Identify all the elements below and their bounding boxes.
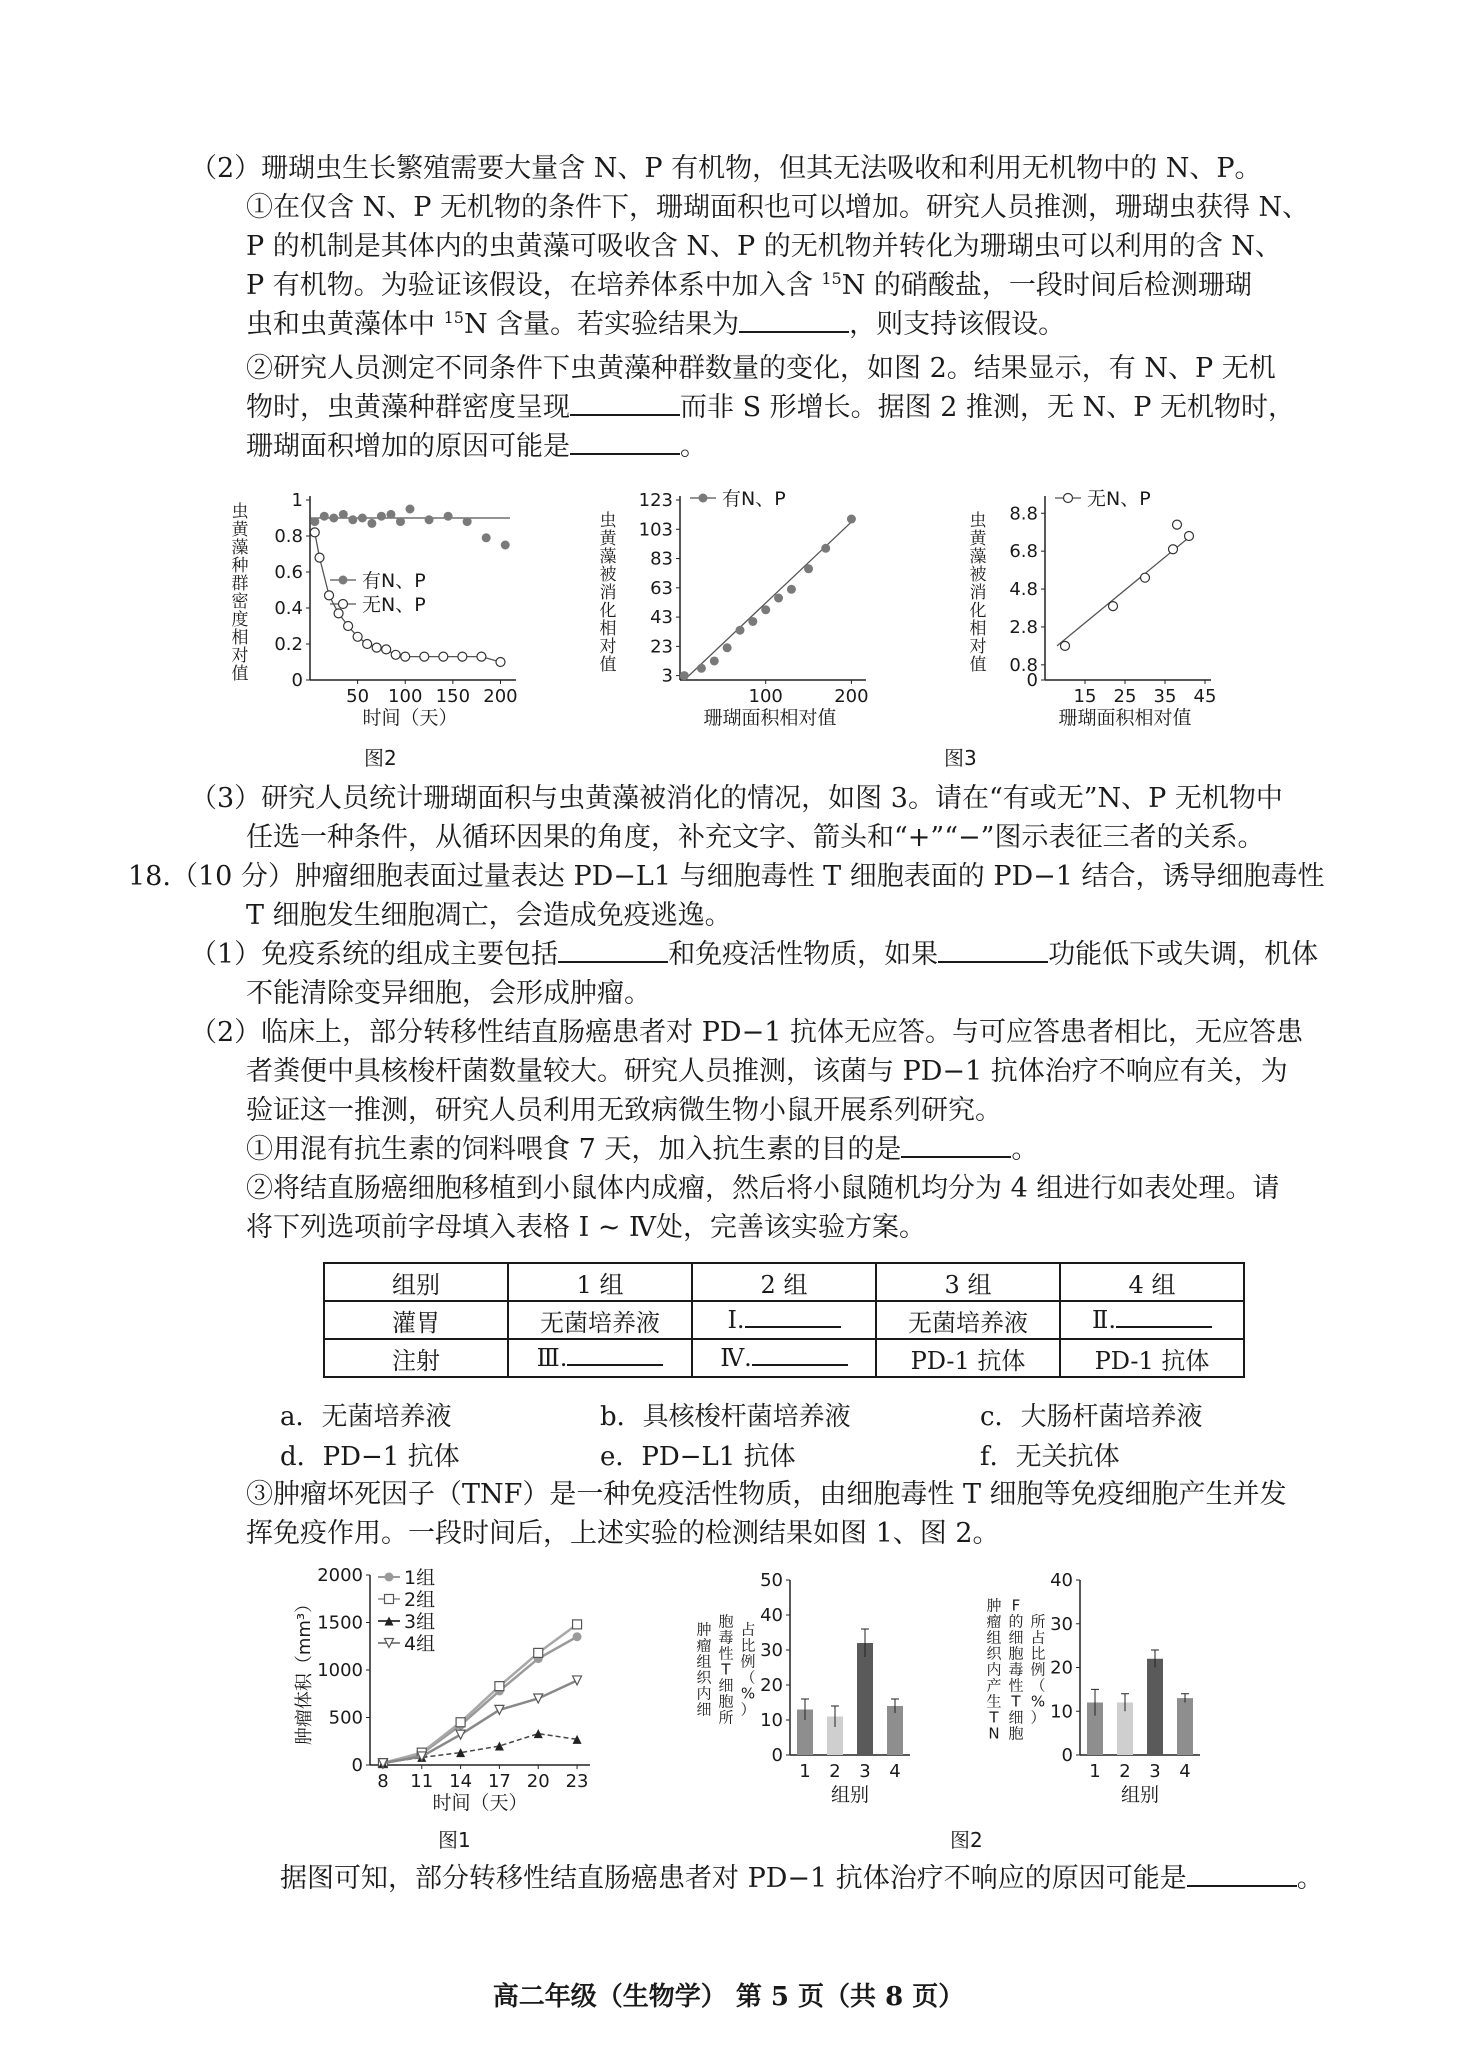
q18-p3a: ③肿瘤坏死因子（TNF）是一种免疫活性物质，由细胞毒性 T 细胞等免疫细胞产生并发 (246, 1479, 1287, 1510)
svg-text:虫: 虫 (599, 511, 617, 531)
data-point (439, 652, 448, 661)
table-cell: 2 组 (692, 1263, 876, 1301)
svg-text:被: 被 (599, 565, 617, 585)
data-point (358, 514, 367, 523)
svg-text:肿: 肿 (986, 1596, 1002, 1615)
data-point (748, 617, 757, 626)
svg-text:黄: 黄 (969, 529, 987, 549)
series-line (383, 1637, 577, 1763)
x-tick-label: 4 (1179, 1761, 1191, 1782)
answer-blank[interactable] (901, 1132, 1011, 1158)
answer-blank[interactable] (570, 429, 680, 455)
q17-p2-2b: 物时，虫黄藻种群密度呈现 而非 S 形增长。据图 2 推测，无 N、P 无机物时， (246, 392, 1295, 423)
option-c: c．大肠杆菌培养液 (980, 1402, 1203, 1432)
q18-p2e: ②将结直肠癌细胞移植到小鼠体内成瘤，然后将小鼠随机均分为 4 组进行如表处理。请 (246, 1173, 1280, 1204)
svg-text:对: 对 (599, 637, 617, 657)
y-tick-label: 0 (1061, 1745, 1073, 1766)
data-point (367, 519, 376, 528)
table-cell: 4 组 (1060, 1263, 1244, 1301)
table-cell: 灌胃 (324, 1301, 508, 1339)
svg-text:）: ） (740, 1700, 756, 1719)
svg-text:藻: 藻 (599, 547, 617, 567)
svg-text:（: （ (1030, 1676, 1046, 1695)
y-tick-label: 30 (760, 1640, 783, 1661)
data-point (821, 544, 830, 553)
legend-label: 2组 (404, 1589, 436, 1611)
answer-blank[interactable] (938, 937, 1048, 963)
y-tick-label: 1500 (317, 1612, 363, 1634)
svg-text:组: 组 (986, 1628, 1002, 1647)
y-tick-label: 123 (638, 490, 673, 511)
svg-text:例: 例 (740, 1652, 756, 1671)
svg-text:细: 细 (718, 1676, 734, 1695)
data-point (372, 643, 381, 652)
svg-text:（: （ (740, 1668, 756, 1687)
option-b: b．具核梭杆菌培养液 (600, 1402, 851, 1432)
chart-fig2-top (220, 480, 560, 750)
y-axis-label (1030, 1613, 1045, 1727)
data-point (680, 671, 689, 680)
y-tick-label: 1 (291, 490, 303, 511)
data-point (339, 510, 348, 519)
chart-fig2-bottom-right (980, 1565, 1230, 1815)
fig3-caption: 图3 (944, 746, 977, 770)
x-tick-label: 100 (748, 686, 783, 707)
y-tick-label: 30 (1050, 1613, 1073, 1635)
y-tick-label: 43 (650, 607, 673, 629)
option-e: e．PD−L1 抗体 (600, 1442, 796, 1472)
bar (1147, 1659, 1163, 1755)
x-axis-label: 珊瑚面积相对值 (703, 707, 837, 729)
svg-text:细: 细 (1008, 1708, 1024, 1727)
option-a: a．无菌培养液 (280, 1402, 452, 1432)
svg-text:的: 的 (1008, 1612, 1024, 1631)
data-point (1185, 532, 1194, 541)
table-row (324, 1339, 1244, 1377)
table-cell: PD-1 抗体 (876, 1339, 1060, 1377)
x-tick-label: 3 (859, 1761, 871, 1782)
option-f: f．无关抗体 (980, 1442, 1120, 1472)
bar (887, 1706, 903, 1755)
data-point (363, 640, 372, 649)
data-point (697, 664, 706, 673)
y-tick-label: 0.4 (274, 598, 303, 619)
svg-text:藻: 藻 (231, 538, 249, 558)
x-tick-label: 150 (435, 686, 471, 707)
table-cell-blank[interactable]: Ⅲ. (508, 1339, 692, 1377)
chart-fig1-bottom (290, 1555, 630, 1825)
x-tick-label: 200 (483, 686, 518, 707)
y-axis-label (740, 1621, 755, 1719)
svg-text:化: 化 (599, 601, 617, 621)
data-point (847, 515, 856, 524)
y-tick-label: 10 (760, 1710, 783, 1731)
legend-label: 无N、P (1087, 488, 1151, 510)
x-tick-label: 200 (834, 686, 869, 707)
experiment-table (323, 1262, 1245, 1378)
q18-p1b: 不能清除变异细胞，会形成肿瘤。 (246, 978, 651, 1009)
x-tick-label: 100 (388, 686, 423, 707)
data-point (344, 622, 353, 631)
legend-label: 无N、P (362, 594, 426, 616)
svg-text:组: 组 (696, 1652, 712, 1671)
data-point (401, 652, 410, 661)
y-tick-label: 0 (351, 1755, 363, 1776)
svg-text:消: 消 (969, 583, 987, 603)
x-tick-label: 45 (1193, 686, 1217, 707)
data-point (1141, 573, 1150, 582)
x-tick-label: 15 (1073, 686, 1097, 707)
x-tick-label: 23 (565, 1771, 589, 1792)
q18-p2f: 将下列选项前字母填入表格 Ⅰ ~ Ⅳ处，完善该实验方案。 (246, 1212, 927, 1243)
svg-text:比: 比 (1030, 1644, 1046, 1663)
data-point (1109, 602, 1118, 611)
table-row (324, 1263, 1244, 1301)
svg-text:相: 相 (599, 619, 617, 639)
page-footer: 高二年级（生物学） 第 5 页（共 8 页） (492, 1982, 965, 2012)
y-tick-label: 50 (760, 1570, 783, 1591)
svg-text:对: 对 (969, 637, 987, 657)
q17-p2-2a: ②研究人员测定不同条件下虫黄藻种群数量的变化，如图 2。结果显示，有 N、P 无机 (246, 353, 1276, 384)
legend-marker (385, 1595, 394, 1604)
svg-text:内: 内 (696, 1684, 712, 1703)
svg-text:消: 消 (599, 583, 617, 603)
y-axis-label (696, 1621, 712, 1719)
data-point (315, 553, 324, 562)
x-tick-label: 20 (526, 1771, 550, 1792)
svg-text:T: T (1011, 1692, 1021, 1711)
legend-marker (385, 1573, 394, 1582)
svg-text:种: 种 (231, 556, 249, 576)
legend-label: 有N、P (722, 488, 786, 510)
svg-text:瘤: 瘤 (986, 1612, 1002, 1631)
table-cell: PD-1 抗体 (1060, 1339, 1244, 1377)
svg-text:值: 值 (231, 664, 249, 684)
x-tick-label: 2 (829, 1761, 841, 1782)
data-point (1173, 520, 1182, 529)
svg-text:比: 比 (740, 1636, 756, 1655)
svg-text:所: 所 (718, 1708, 734, 1727)
q17-p2-1d: 虫和虫黄藻体中 $^{15}$N 含量。若实验结果为 ，则支持该假设。 (246, 308, 1066, 340)
y-tick-label: 8.8 (1009, 503, 1038, 525)
q17-p3b: 任选一种条件，从循环因果的角度，补充文字、箭头和“+”“−”图示表征三者的关系。 (246, 822, 1265, 853)
x-axis-label: 时间（天） (362, 707, 458, 729)
svg-text:内: 内 (986, 1660, 1002, 1679)
svg-text:值: 值 (969, 655, 987, 675)
chart-fig3-right (960, 480, 1260, 750)
y-tick-label: 63 (650, 577, 673, 599)
y-tick-label: 0 (291, 670, 303, 691)
svg-text:T: T (989, 1708, 999, 1727)
data-point (463, 517, 472, 526)
legend-marker (339, 600, 348, 609)
q18-p2d: ①用混有抗生素的饲料喂食 7 天，加入抗生素的目的是 。 (246, 1134, 1039, 1165)
data-point (477, 652, 486, 661)
legend-marker (1064, 494, 1073, 503)
svg-text:产: 产 (986, 1676, 1002, 1695)
svg-text:相: 相 (969, 619, 987, 639)
fig1-caption: 图1 (438, 1828, 471, 1852)
q17-p3a: （3）研究人员统计珊瑚面积与虫黄藻被消化的情况，如图 3。请在“有或无”N、P 无机物中 (190, 783, 1283, 814)
svg-text:F: F (1011, 1596, 1021, 1615)
table-cell-blank[interactable]: Ⅰ. (692, 1301, 876, 1339)
q18-p4: 据图可知，部分转移性结直肠癌患者对 PD−1 抗体治疗不响应的原因可能是 。 (280, 1863, 1324, 1894)
svg-text:性: 性 (718, 1644, 734, 1663)
svg-text:被: 被 (969, 565, 987, 585)
data-point (787, 585, 796, 594)
y-tick-label: 3 (661, 665, 673, 687)
y-tick-label: 0.2 (274, 634, 303, 655)
y-tick-label: 23 (650, 636, 673, 658)
data-point (396, 517, 405, 526)
data-point (804, 564, 813, 573)
data-point (425, 515, 434, 524)
svg-text:占: 占 (1030, 1628, 1046, 1647)
svg-text:黄: 黄 (599, 529, 617, 549)
fig2-caption: 图2 (364, 746, 397, 770)
y-tick-label: 20 (1050, 1657, 1073, 1679)
data-point (310, 528, 319, 537)
svg-text:虫: 虫 (231, 502, 249, 522)
x-tick-label: 11 (410, 1771, 434, 1792)
bar (857, 1643, 873, 1755)
svg-text:细: 细 (696, 1700, 712, 1719)
data-point (310, 517, 319, 526)
q18-p1a: （1）免疫系统的组成主要包括 和免疫活性物质，如果 功能低下或失调，机体 (190, 939, 1319, 970)
svg-text:%: % (740, 1684, 756, 1703)
table-row (324, 1301, 1244, 1339)
y-tick-label: 2000 (317, 1565, 363, 1586)
y-tick-label: 10 (1050, 1701, 1073, 1723)
y-axis-label (986, 1597, 1002, 1743)
y-tick-label: 500 (328, 1707, 363, 1729)
data-point (382, 645, 391, 654)
svg-text:占: 占 (740, 1620, 756, 1639)
x-tick-label: 4 (889, 1761, 901, 1782)
fig2b-caption: 图2 (950, 1828, 983, 1852)
data-point (386, 510, 395, 519)
svg-text:虫: 虫 (969, 511, 987, 531)
x-tick-label: 2 (1119, 1761, 1131, 1782)
y-tick-label: 6.8 (1009, 541, 1038, 563)
option-d: d．PD−1 抗体 (280, 1442, 460, 1472)
legend-label: 有N、P (362, 570, 426, 592)
data-point (534, 1648, 543, 1657)
svg-text:例: 例 (1030, 1660, 1046, 1679)
svg-text:群: 群 (231, 574, 249, 594)
q17-p2-1c: P 有机物。为验证该假设，在培养体系中加入含 $^{15}$N 的硝酸盐，一段时间后检测珊瑚 (246, 269, 1252, 301)
y-tick-label: 2.8 (1009, 616, 1038, 638)
answer-blank[interactable] (558, 937, 668, 963)
x-tick-label: 50 (346, 686, 370, 707)
chart-fig2-bottom-left (690, 1565, 940, 1815)
y-axis-label (232, 502, 250, 684)
svg-text:值: 值 (599, 655, 617, 675)
y-tick-label: 0 (1026, 670, 1038, 691)
data-point (573, 1620, 582, 1629)
x-axis-label: 组别 (830, 1784, 870, 1806)
data-point (329, 514, 338, 523)
svg-text:化: 化 (969, 601, 987, 621)
svg-text:所: 所 (1030, 1612, 1046, 1631)
q18-p2c: 验证这一推测，研究人员利用无致病微生物小鼠开展系列研究。 (246, 1095, 1002, 1126)
y-tick-label: 0.6 (274, 562, 303, 583)
table-cell-blank[interactable]: Ⅱ. (1060, 1301, 1244, 1339)
legend-label: 3组 (404, 1611, 436, 1633)
data-point (1169, 545, 1178, 554)
data-point (353, 632, 362, 641)
y-tick-label: 0 (771, 1745, 783, 1766)
x-tick-label: 1 (799, 1761, 811, 1782)
x-tick-label: 3 (1149, 1761, 1161, 1782)
svg-text:生: 生 (986, 1692, 1002, 1711)
y-axis-label (1008, 1597, 1023, 1743)
y-tick-label: 40 (1050, 1570, 1073, 1591)
x-tick-label: 17 (487, 1771, 511, 1792)
y-tick-label: 0.8 (1009, 654, 1038, 676)
data-point (482, 533, 491, 542)
svg-text:）: ） (1030, 1708, 1046, 1727)
q18-p2b: 者粪便中具核梭杆菌数量较大。研究人员推测，该菌与 PD−1 抗体治疗不响应有关，为 (246, 1056, 1288, 1087)
svg-text:T: T (721, 1660, 731, 1679)
data-point (391, 650, 400, 659)
data-point (774, 594, 783, 603)
table-cell: 1 组 (508, 1263, 692, 1301)
y-tick-label: 1000 (317, 1660, 363, 1681)
data-point (348, 515, 357, 524)
svg-text:瘤: 瘤 (696, 1636, 712, 1655)
data-point (456, 1718, 465, 1727)
data-point (573, 1676, 582, 1685)
y-axis-label (600, 511, 618, 675)
svg-text:胞: 胞 (718, 1612, 734, 1631)
svg-text:胞: 胞 (1008, 1644, 1024, 1663)
data-point (495, 1682, 504, 1691)
x-axis-label: 时间（天） (432, 1792, 528, 1814)
svg-text:N: N (988, 1724, 1000, 1743)
data-point (761, 605, 770, 614)
x-axis-label: 组别 (1120, 1784, 1160, 1806)
q17-p2-1b: P 的机制是其体内的虫黄藻可吸收含 N、P 的无机物并转化为珊瑚虫可以利用的含 N、 (246, 231, 1282, 262)
q17-p2-1a: ①在仅含 N、P 无机物的条件下，珊瑚面积也可以增加。研究人员推测，珊瑚虫获得 N、 (246, 192, 1310, 223)
svg-text:织: 织 (986, 1644, 1002, 1663)
x-tick-label: 1 (1089, 1761, 1101, 1782)
table-cell: 3 组 (876, 1263, 1060, 1301)
q18-head-b: T 细胞发生细胞凋亡，会造成免疫逃逸。 (246, 900, 732, 931)
table-cell: 组别 (324, 1263, 508, 1301)
svg-text:毒: 毒 (1008, 1660, 1024, 1679)
svg-text:%: % (1030, 1692, 1046, 1711)
svg-text:藻: 藻 (969, 547, 987, 567)
svg-text:度: 度 (231, 610, 249, 630)
series-line (383, 1680, 577, 1763)
y-tick-label: 103 (638, 519, 673, 541)
data-point (736, 626, 745, 635)
data-point (420, 652, 429, 661)
y-axis-label (718, 1613, 733, 1727)
answer-blank[interactable] (1187, 1861, 1297, 1887)
svg-text:性: 性 (1008, 1676, 1024, 1695)
y-axis-label (970, 511, 988, 675)
svg-text:黄: 黄 (231, 520, 249, 540)
y-tick-label: 0.8 (274, 526, 303, 547)
answer-blank[interactable] (570, 390, 680, 416)
table-cell-blank[interactable]: Ⅳ. (692, 1339, 876, 1377)
x-tick-label: 25 (1113, 686, 1137, 707)
answer-blank[interactable] (739, 307, 849, 333)
x-axis-label: 珊瑚面积相对值 (1058, 707, 1192, 729)
data-point (325, 591, 334, 600)
legend-marker (699, 494, 708, 503)
legend-marker (339, 576, 348, 585)
y-tick-label: 40 (760, 1605, 783, 1626)
q18-p2a: （2）临床上，部分转移性结直肠癌患者对 PD−1 抗体无应答。与可应答患者相比，无应答患 (190, 1017, 1303, 1048)
data-point (406, 505, 415, 514)
data-point (334, 609, 343, 618)
x-tick-label: 14 (449, 1771, 473, 1792)
data-point (710, 656, 719, 665)
svg-text:细: 细 (1008, 1628, 1024, 1647)
x-tick-label: 8 (377, 1771, 389, 1792)
data-point (458, 652, 467, 661)
legend-label: 1组 (404, 1567, 436, 1589)
q18-p3b: 挥免疫作用。一段时间后，上述实验的检测结果如图 1、图 2。 (246, 1518, 1000, 1549)
svg-text:胞: 胞 (718, 1692, 734, 1711)
table-cell: 注射 (324, 1339, 508, 1377)
svg-text:相: 相 (231, 628, 249, 648)
y-tick-label: 4.8 (1009, 579, 1038, 601)
y-axis-label: 肿瘤体积（mm³） (294, 1594, 315, 1746)
svg-text:织: 织 (696, 1668, 712, 1687)
data-point (723, 643, 732, 652)
svg-text:对: 对 (231, 646, 249, 666)
data-point (496, 658, 505, 667)
data-point (320, 512, 329, 521)
q18-head-a: 18.（10 分）肿瘤细胞表面过量表达 PD−L1 与细胞毒性 T 细胞表面的 PD−1 结合，诱导细胞毒性 (128, 861, 1325, 892)
svg-text:毒: 毒 (718, 1628, 734, 1647)
table-cell: 无菌培养液 (508, 1301, 692, 1339)
bar (1177, 1698, 1193, 1755)
data-point (573, 1632, 582, 1641)
q17-p2-2c: 珊瑚面积增加的原因可能是 。 (246, 431, 707, 462)
svg-text:胞: 胞 (1008, 1724, 1024, 1743)
table-cell: 无菌培养液 (876, 1301, 1060, 1339)
x-tick-label: 35 (1153, 686, 1177, 707)
data-point (1061, 641, 1070, 650)
y-tick-label: 20 (760, 1675, 783, 1696)
data-point (377, 512, 386, 521)
data-point (501, 541, 510, 550)
chart-fig3-left (590, 480, 900, 750)
svg-text:密: 密 (231, 592, 249, 612)
q17-p2-head: （2）珊瑚虫生长繁殖需要大量含 N、P 有机物，但其无法吸收和利用无机物中的 N、P。 (190, 153, 1262, 184)
y-tick-label: 83 (650, 548, 673, 570)
legend-label: 4组 (404, 1633, 436, 1655)
data-point (444, 512, 453, 521)
svg-text:肿: 肿 (696, 1620, 712, 1639)
